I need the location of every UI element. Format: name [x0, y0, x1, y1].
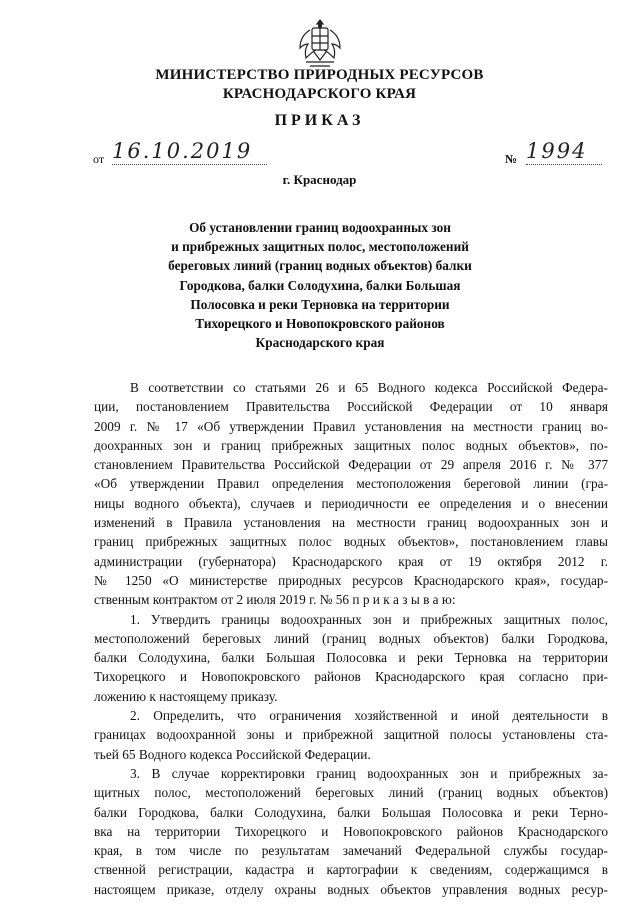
handwritten-number: 1994: [526, 140, 602, 165]
body-line: Тихорецкого и Новопокровского районов Краснодарского края согласно при-: [94, 669, 608, 685]
body-line: балки Солодухина, балки Большая Полосовка и реки Терновка на территории: [94, 650, 608, 666]
body-line: «Об утверждении Правил определения местоположения береговой линии (гра-: [94, 476, 608, 492]
body-line: настоящем приказе, отделу охраны водных объектов управления водных ресур-: [94, 881, 608, 897]
body-line: местоположений береговых линий (границ водных объектов) балки Городкова,: [94, 630, 608, 646]
body-line: становлением Правительства Российской Федерации от 29 апреля 2016 г. № 377: [94, 457, 608, 473]
ministry-name-line2: КРАСНОДАРСКОГО КРАЯ: [222, 86, 417, 102]
subject-line: Об установлении границ водоохранных зон: [189, 220, 451, 235]
body-line: ственным контрактом от 2 июля 2019 г. № 56 п р и к а з ы в а ю:: [94, 592, 456, 608]
subject-line: Полосовка и реки Терновка на территории: [190, 296, 450, 312]
body-line: ции, постановлением Правительства Российской Федерации от 10 января: [94, 399, 608, 415]
document-body: [94, 378, 608, 899]
body-line: доохранных зон и границ прибрежных защитных полос водных объектов», по-: [94, 437, 608, 453]
body-line: границ прибрежных защитных полос водных объектов», постановлением главы: [94, 534, 608, 550]
date-label: от: [93, 152, 105, 166]
body-line: ницы водного объекта), случаев и периодичности ее определения и о внесении: [94, 495, 608, 511]
subject-line: Городкова, балки Солодухина, балки Большая: [179, 277, 461, 293]
body-line: щитных полос, местоположений береговых линий (границ водных объектов): [94, 785, 608, 801]
number-label: №: [505, 152, 518, 166]
body-line: 3. В случае корректировки границ водоохранных зон и прибрежных за-: [130, 765, 608, 781]
ministry-name-line1: МИНИСТЕРСТВО ПРИРОДНЫХ РЕСУРСОВ: [155, 67, 484, 83]
body-line: края, в том числе по результатам замечаний Федеральной службы государ-: [94, 843, 608, 859]
handwritten-date: 16.10.2019: [112, 140, 267, 165]
coat-of-arms-emblem: [296, 16, 344, 70]
city: г. Краснодар: [282, 172, 357, 187]
subject-line: и прибрежных защитных полос, местоположений: [171, 239, 469, 255]
document-type: ПРИКАЗ: [274, 112, 365, 129]
document-subject: [140, 218, 500, 352]
body-line: администрации (губернатора) Краснодарского края от 19 октября 2012 г.: [94, 553, 608, 569]
body-line: изменений в Правила установления на местности границ водоохранных зон и: [94, 515, 608, 531]
subject-line: Краснодарского края: [255, 335, 385, 351]
body-line: тьей 65 Водного кодекса Российской Федерации.: [94, 746, 371, 762]
body-line: 1. Утвердить границы водоохранных зон и прибрежных защитных полос,: [130, 611, 608, 627]
body-line: 2009 г. № 17 «Об утверждении Правил установления на местности границ во-: [94, 418, 608, 434]
body-line: В соответствии со статьями 26 и 65 Водного кодекса Российской Федера-: [130, 380, 608, 395]
body-line: ложению к настоящему приказу.: [94, 688, 278, 704]
body-line: 2. Определить, что ограничения хозяйственной и иной деятельности в: [130, 708, 608, 724]
body-line: вка на территории Тихорецкого и Новопокровского районов Краснодарского: [94, 823, 608, 839]
subject-line: Тихорецкого и Новопокровского районов: [195, 316, 445, 332]
body-line: границах водоохранной зоны и прибрежной защитной полосы установлены ста-: [94, 727, 608, 743]
body-line: балки Городкова, балки Солодухина, балки Большая Полосовка и реки Терно-: [94, 804, 608, 820]
subject-line: береговых линий (границ водных объектов) балки: [168, 258, 472, 274]
body-line: ственной регистрации, кадастра и картографии к сведениям, содержащимся в: [94, 862, 608, 878]
body-line: № 1250 «О министерстве природных ресурсов Краснодарского края», государ-: [94, 572, 608, 588]
